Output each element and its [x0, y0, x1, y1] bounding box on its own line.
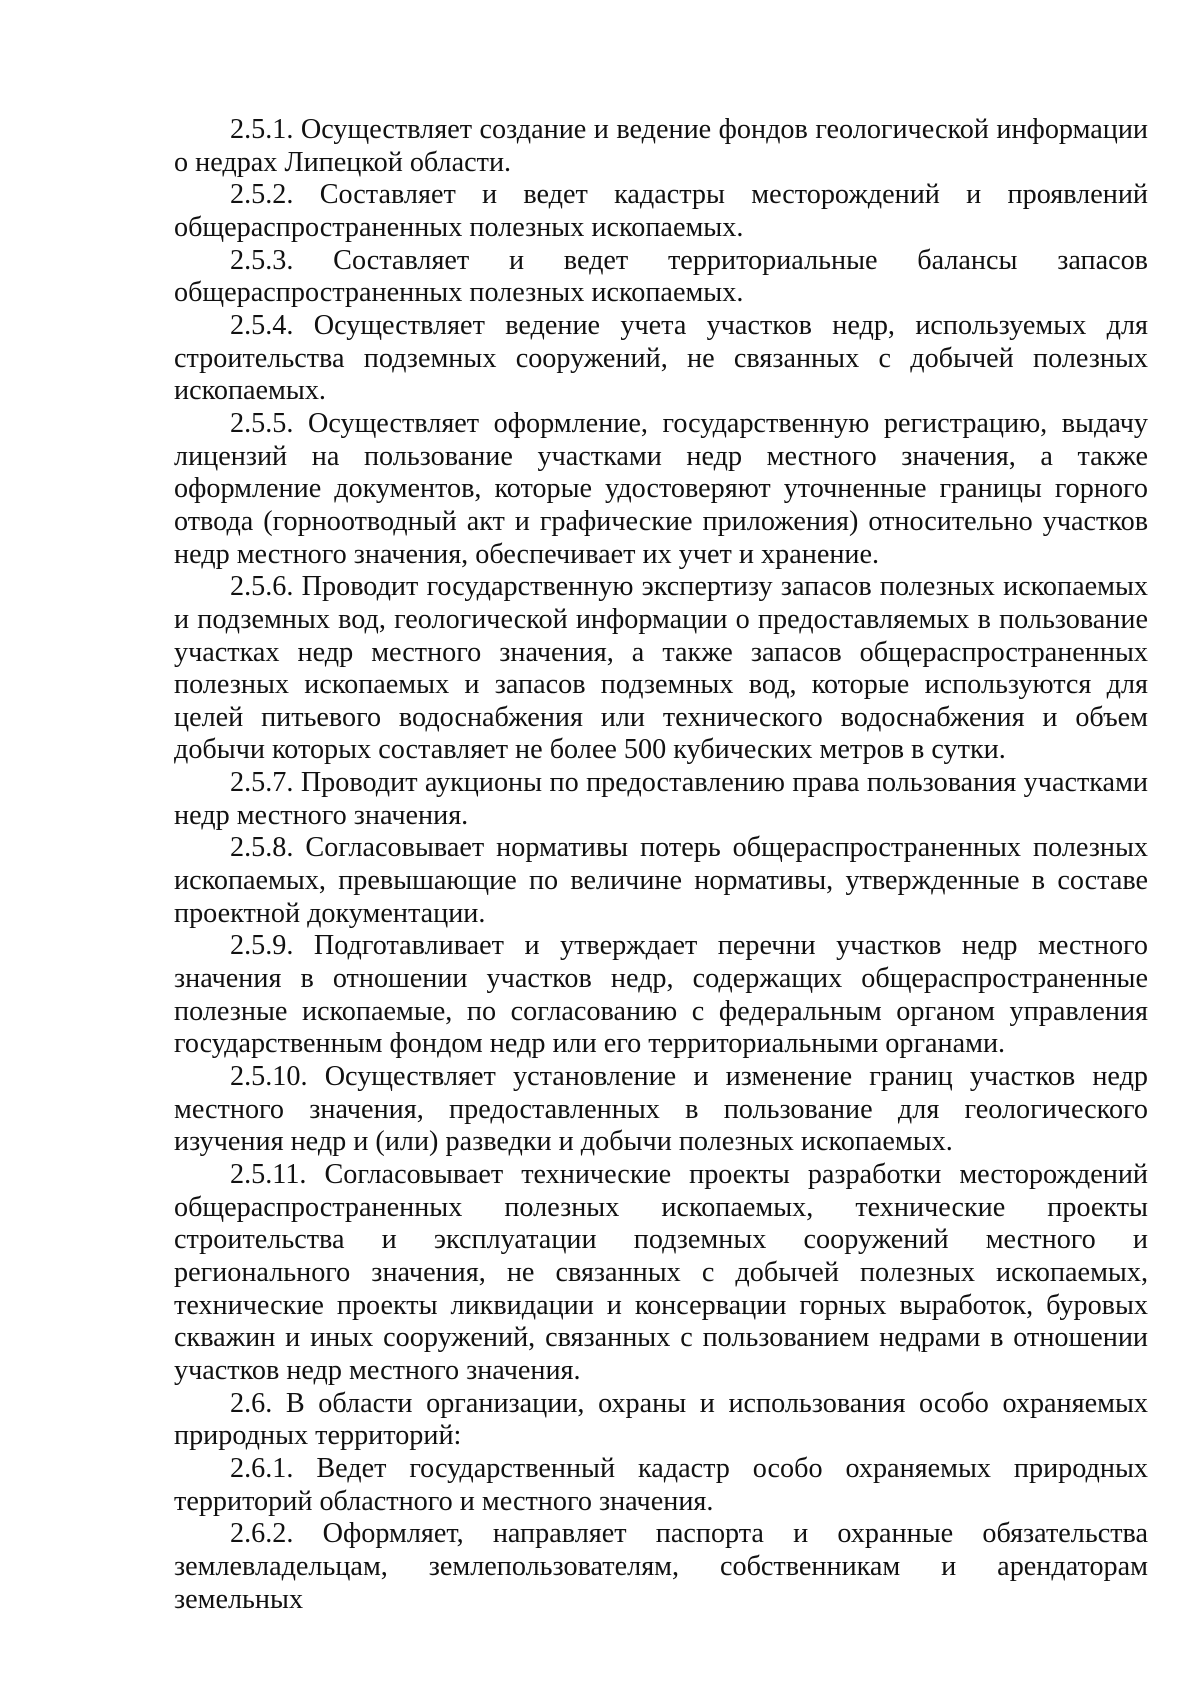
- paragraph-2-5-10: 2.5.10. Осуществляет установление и изменение границ участков недр местного значения, предоставленных в пользование для геологического изучения недр и (или) разведки и добычи полезных ископаемых.: [174, 1061, 1148, 1158]
- paragraph-2-6-2: 2.6.2. Оформляет, направляет паспорта и охранные обязательства землевладельцам, землепользователям, собственникам и арендаторам земельных: [174, 1518, 1148, 1615]
- paragraph-2-5-4: 2.5.4. Осуществляет ведение учета участков недр, используемых для строительства подземных сооружений, не связанных с добычей полезных ископаемых.: [174, 309, 1148, 407]
- paragraph-2-5-5: 2.5.5. Осуществляет оформление, государственную регистрацию, выдачу лицензий на пользование участками недр местного значения, а также оформление документов, которые удостоверяют уточненные границы горного отвода (горноотводный акт и графические приложения) относительно участков недр местного значения, обеспечивает их учет и хранение.: [174, 407, 1148, 570]
- paragraph-2-5-8: 2.5.8. Согласовывает нормативы потерь общераспространенных полезных ископаемых, превышающие по величине нормативы, утвержденные в составе проектной документации.: [174, 832, 1148, 929]
- paragraph-2-6-1: 2.6.1. Ведет государственный кадастр особо охраняемых природных территорий областного и местного значения.: [174, 1452, 1148, 1517]
- paragraph-2-5-6: 2.5.6. Проводит государственную экспертизу запасов полезных ископаемых и подземных вод, геологической информации о предоставляемых в пользование участках недр местного значения, а также запасов общераспространенных полезных ископаемых и запасов подземных вод, которые используются для целей питьевого водоснабжения или технического водоснабжения и объем добычи которых составляет не более 500 кубических метров в сутки.: [174, 571, 1148, 766]
- paragraph-2-5-2: 2.5.2. Составляет и ведет кадастры месторождений и проявлений общераспространенных полезных ископаемых.: [174, 179, 1148, 243]
- document-body: [174, 114, 1148, 1616]
- paragraph-2-6: 2.6. В области организации, охраны и использования особо охраняемых природных территорий:: [174, 1387, 1148, 1452]
- paragraph-2-5-1: 2.5.1. Осуществляет создание и ведение фондов геологической информации о недрах Липецкой области.: [174, 114, 1148, 178]
- paragraph-2-5-7: 2.5.7. Проводит аукционы по предоставлению права пользования участками недр местного значения.: [174, 767, 1148, 831]
- paragraph-2-5-3: 2.5.3. Составляет и ведет территориальные балансы запасов общераспространенных полезных ископаемых.: [174, 244, 1148, 309]
- paragraph-2-5-11: 2.5.11. Согласовывает технические проекты разработки месторождений общераспространенных полезных ископаемых, технические проекты строительства и эксплуатации подземных сооружений местного и регионального значения, не связанных с добычей полезных ископаемых, технические проекты ликвидации и консервации горных выработок, буровых скважин и иных сооружений, связанных с пользованием недрами в отношении участков недр местного значения.: [174, 1159, 1148, 1386]
- paragraph-2-5-9: 2.5.9. Подготавливает и утверждает перечни участков недр местного значения в отношении участков недр, содержащих общераспространенные полезные ископаемые, по согласованию с федеральным органом управления государственным фондом недр или его территориальными органами.: [174, 930, 1148, 1060]
